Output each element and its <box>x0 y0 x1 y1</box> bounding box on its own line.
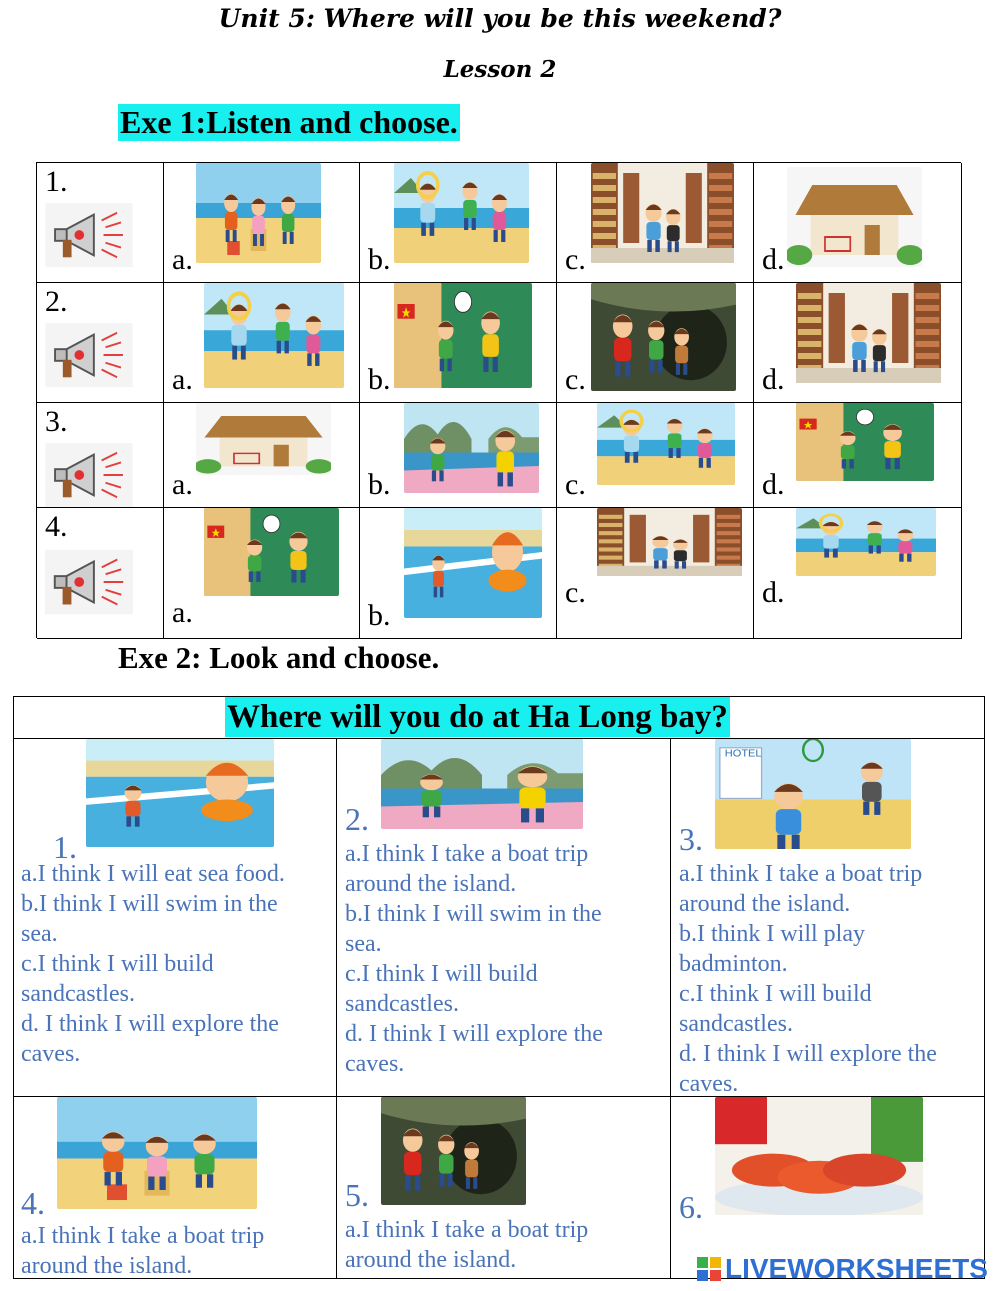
option-label: a. <box>172 243 193 276</box>
answer-line[interactable]: around the island. <box>21 1253 193 1279</box>
option-label: b. <box>368 468 391 501</box>
option-cell[interactable] <box>360 508 557 639</box>
option-cell[interactable] <box>360 403 557 508</box>
answer-line[interactable]: d. I think I will explore the <box>21 1011 279 1037</box>
question-cell <box>37 283 164 403</box>
question-number: 2. <box>345 801 369 837</box>
answer-line[interactable]: sea. <box>21 921 58 947</box>
option-label: a. <box>172 363 193 396</box>
option-cell[interactable] <box>754 283 962 403</box>
answer-line[interactable]: sandcastles. <box>679 1011 793 1037</box>
scene-picture <box>86 739 274 847</box>
answer-line[interactable]: b.I think I will play <box>679 921 865 947</box>
option-cell[interactable] <box>557 403 754 508</box>
question-number: 3. <box>45 405 68 438</box>
answer-line[interactable]: d. I think I will explore the <box>679 1041 937 1067</box>
answer-list <box>21 1221 264 1281</box>
option-cell[interactable] <box>164 403 360 508</box>
option-cell[interactable] <box>557 163 754 283</box>
option-picture <box>591 283 736 391</box>
liveworksheets-logo <box>697 1252 988 1286</box>
option-picture <box>591 163 734 263</box>
answer-line[interactable]: sandcastles. <box>345 991 459 1017</box>
option-picture <box>196 163 321 263</box>
question-box <box>337 1096 671 1279</box>
answer-line[interactable]: caves. <box>345 1051 405 1077</box>
answer-line[interactable]: c.I think I will build <box>679 981 872 1007</box>
option-label: c. <box>565 576 586 609</box>
option-picture <box>204 508 339 596</box>
option-cell[interactable] <box>754 508 962 639</box>
question-cell <box>37 163 164 283</box>
question-number: 3. <box>679 821 703 857</box>
option-cell[interactable] <box>164 508 360 639</box>
answer-line[interactable]: sandcastles. <box>21 981 135 1007</box>
answer-line[interactable]: a.I think I take a boat trip <box>345 841 589 867</box>
option-label: d. <box>762 576 785 609</box>
answer-list <box>345 839 603 1079</box>
option-label: d. <box>762 363 785 396</box>
option-picture <box>204 283 344 388</box>
option-label: b. <box>368 363 391 396</box>
answer-line[interactable]: a.I think I take a boat trip <box>679 861 923 887</box>
question-box <box>13 1096 337 1279</box>
option-picture <box>597 403 735 485</box>
question-box <box>13 738 337 1096</box>
exercise2-question: Where will you do at Ha Long bay? <box>227 699 728 735</box>
option-cell[interactable] <box>360 283 557 403</box>
option-picture <box>796 283 941 383</box>
option-picture <box>394 283 532 388</box>
option-label: d. <box>762 243 785 276</box>
option-label: b. <box>368 243 391 276</box>
option-cell[interactable] <box>557 283 754 403</box>
answer-list <box>21 859 285 1069</box>
answer-line[interactable]: c.I think I will build <box>345 961 538 987</box>
logo-text: LIVEWORKSHEETS <box>725 1253 988 1284</box>
speaker-icon[interactable] <box>45 443 133 507</box>
question-cell <box>37 403 164 508</box>
answer-line[interactable]: caves. <box>679 1071 739 1097</box>
scene-picture <box>715 739 911 849</box>
option-label: c. <box>565 243 586 276</box>
option-picture <box>796 508 936 576</box>
option-label: b. <box>368 599 391 632</box>
option-picture <box>196 403 331 475</box>
exercise2-heading: Exe 2: Look and choose. <box>118 640 440 675</box>
option-picture <box>394 163 529 263</box>
answer-line[interactable]: d. I think I will explore the <box>345 1021 603 1047</box>
question-box <box>671 738 985 1096</box>
option-picture <box>796 403 934 481</box>
option-picture <box>597 508 742 576</box>
answer-line[interactable]: around the island. <box>345 871 517 897</box>
logo-icon <box>697 1257 721 1281</box>
answer-list <box>345 1215 588 1275</box>
question-cell <box>37 508 164 639</box>
answer-line[interactable]: sea. <box>345 931 382 957</box>
exercise1-grid <box>36 162 961 638</box>
question-number: 2. <box>45 285 68 318</box>
answer-line[interactable]: b.I think I will swim in the <box>21 891 278 917</box>
answer-line[interactable]: caves. <box>21 1041 81 1067</box>
question-number: 1. <box>45 165 68 198</box>
option-picture <box>404 508 542 618</box>
speaker-icon[interactable] <box>45 203 133 267</box>
question-number: 6. <box>679 1189 703 1225</box>
option-cell[interactable] <box>164 283 360 403</box>
question-number: 1. <box>53 829 77 865</box>
exercise1-heading: Exe 1:Listen and choose. <box>120 104 458 140</box>
unit-title: Unit 5: Where will you be this weekend? <box>218 4 782 33</box>
answer-line[interactable]: badminton. <box>679 951 788 977</box>
question-box <box>337 738 671 1096</box>
answer-line[interactable]: c.I think I will build <box>21 951 214 977</box>
option-picture <box>404 403 539 493</box>
answer-line[interactable]: a.I think I take a boat trip <box>21 1223 265 1249</box>
scene-picture <box>381 739 583 829</box>
option-cell[interactable] <box>164 163 360 283</box>
speaker-icon[interactable] <box>45 323 133 387</box>
question-number: 5. <box>345 1177 369 1213</box>
option-label: d. <box>762 468 785 501</box>
answer-line[interactable]: around the island. <box>345 1247 517 1273</box>
scene-picture <box>715 1097 923 1215</box>
scene-picture <box>381 1097 526 1205</box>
svg-text:HOTEL: HOTEL <box>724 749 762 760</box>
option-cell[interactable] <box>754 403 962 508</box>
option-cell[interactable] <box>557 508 754 639</box>
answer-line[interactable]: around the island. <box>679 891 851 917</box>
answer-list <box>679 859 937 1099</box>
answer-line[interactable]: a.I think I take a boat trip <box>345 1217 589 1243</box>
answer-line[interactable]: b.I think I will swim in the <box>345 901 602 927</box>
option-label: c. <box>565 468 586 501</box>
option-picture <box>787 167 922 267</box>
speaker-icon[interactable] <box>45 546 133 618</box>
scene-picture <box>57 1097 257 1209</box>
option-cell[interactable] <box>754 163 962 283</box>
question-number: 4. <box>21 1185 45 1221</box>
option-label: c. <box>565 363 586 396</box>
question-number: 4. <box>45 510 68 543</box>
lesson-title: Lesson 2 <box>443 56 557 83</box>
answer-line[interactable]: a.I think I will eat sea food. <box>21 861 285 887</box>
option-label: a. <box>172 468 193 501</box>
option-label: a. <box>172 596 193 629</box>
option-cell[interactable] <box>360 163 557 283</box>
